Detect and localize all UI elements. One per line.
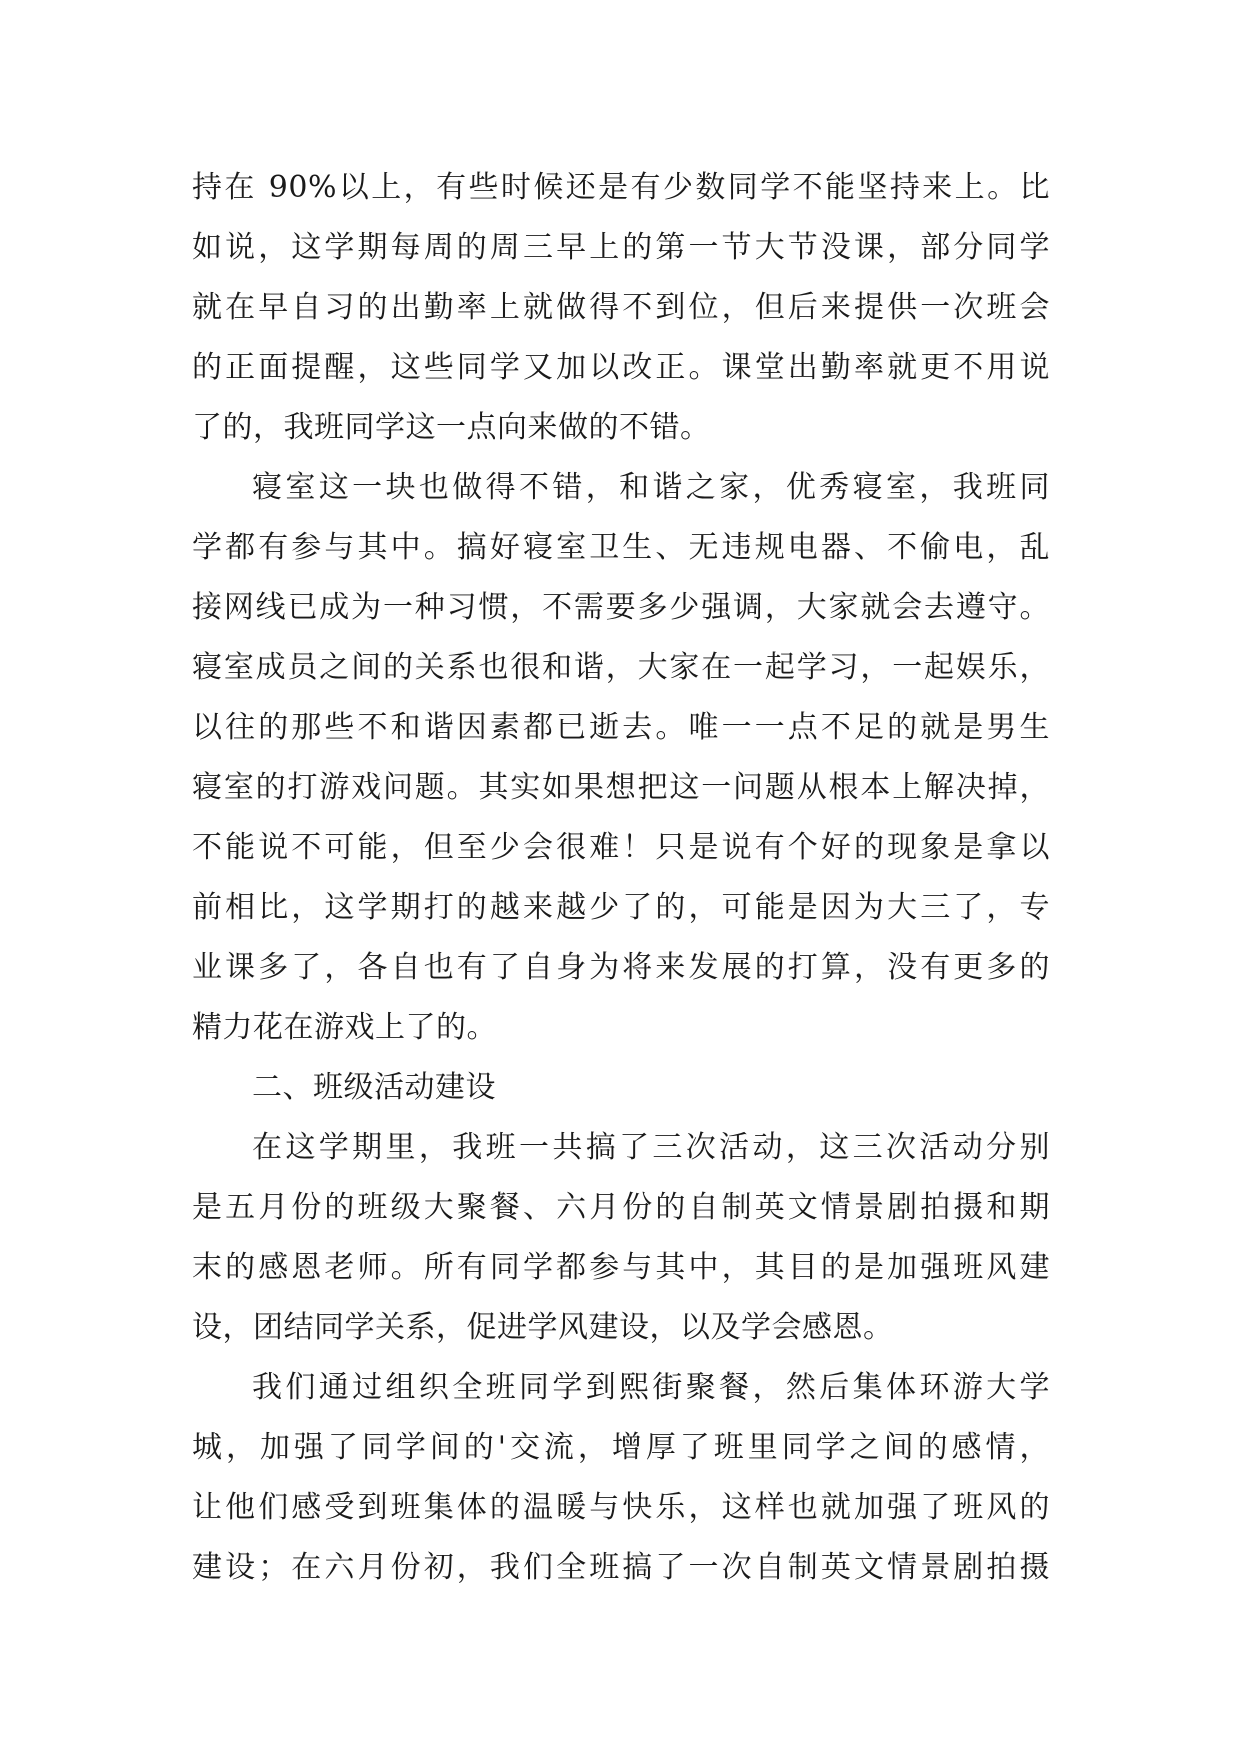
- text-line: 寝室成员之间的关系也很和谐，大家在一起学习，一起娱乐，: [192, 650, 1050, 685]
- paragraph: [192, 1358, 1050, 1598]
- text-line: 在这学期里，我班一共搞了三次活动，这三次活动分别: [252, 1130, 1050, 1165]
- text-line: 寝室的打游戏问题。其实如果想把这一问题从根本上解决掉，: [192, 770, 1050, 805]
- text-line: 业课多了，各自也有了自身为将来发展的打算，没有更多的: [192, 950, 1050, 985]
- text-line: 学都有参与其中。搞好寝室卫生、无违规电器、不偷电，乱: [192, 530, 1050, 565]
- text-line: 是五月份的班级大聚餐、六月份的自制英文情景剧拍摄和期: [192, 1190, 1050, 1225]
- body-text: [192, 158, 1050, 1598]
- text-line: 城，加强了同学间的'交流，增厚了班里同学之间的感情，: [192, 1430, 1050, 1465]
- text-line: 以往的那些不和谐因素都已逝去。唯一一点不足的就是男生: [192, 710, 1050, 745]
- text-line: 前相比，这学期打的越来越少了的，可能是因为大三了，专: [192, 890, 1050, 925]
- text-line: 持在 90%以上，有些时候还是有少数同学不能坚持来上。比: [192, 170, 1050, 205]
- text-line: 的正面提醒，这些同学又加以改正。课堂出勤率就更不用说: [192, 350, 1050, 385]
- text-line: 不能说不可能，但至少会很难！只是说有个好的现象是拿以: [192, 830, 1050, 865]
- text-line: 接网线已成为一种习惯，不需要多少强调，大家就会去遵守。: [192, 590, 1050, 625]
- paragraph: [192, 158, 1050, 458]
- text-line: 设，团结同学关系，促进学风建设，以及学会感恩。: [192, 1310, 894, 1345]
- text-line: 让他们感受到班集体的温暖与快乐，这样也就加强了班风的: [192, 1490, 1050, 1525]
- text-line: 建设；在六月份初，我们全班搞了一次自制英文情景剧拍摄: [192, 1550, 1050, 1585]
- paragraph: [192, 458, 1050, 1058]
- paragraph: [192, 1118, 1050, 1358]
- text-line: 就在早自习的出勤率上就做得不到位，但后来提供一次班会: [192, 290, 1050, 325]
- heading-text: 二、班级活动建设: [252, 1070, 496, 1105]
- section-heading: [192, 1058, 1050, 1118]
- text-line: 如说，这学期每周的周三早上的第一节大节没课，部分同学: [192, 230, 1050, 265]
- text-line: 了的，我班同学这一点向来做的不错。: [192, 410, 711, 445]
- text-line: 寝室这一块也做得不错，和谐之家，优秀寝室，我班同: [252, 470, 1050, 505]
- text-line: 末的感恩老师。所有同学都参与其中，其目的是加强班风建: [192, 1250, 1050, 1285]
- text-line: 我们通过组织全班同学到熙街聚餐，然后集体环游大学: [252, 1370, 1050, 1405]
- text-line: 精力花在游戏上了的。: [192, 1010, 497, 1045]
